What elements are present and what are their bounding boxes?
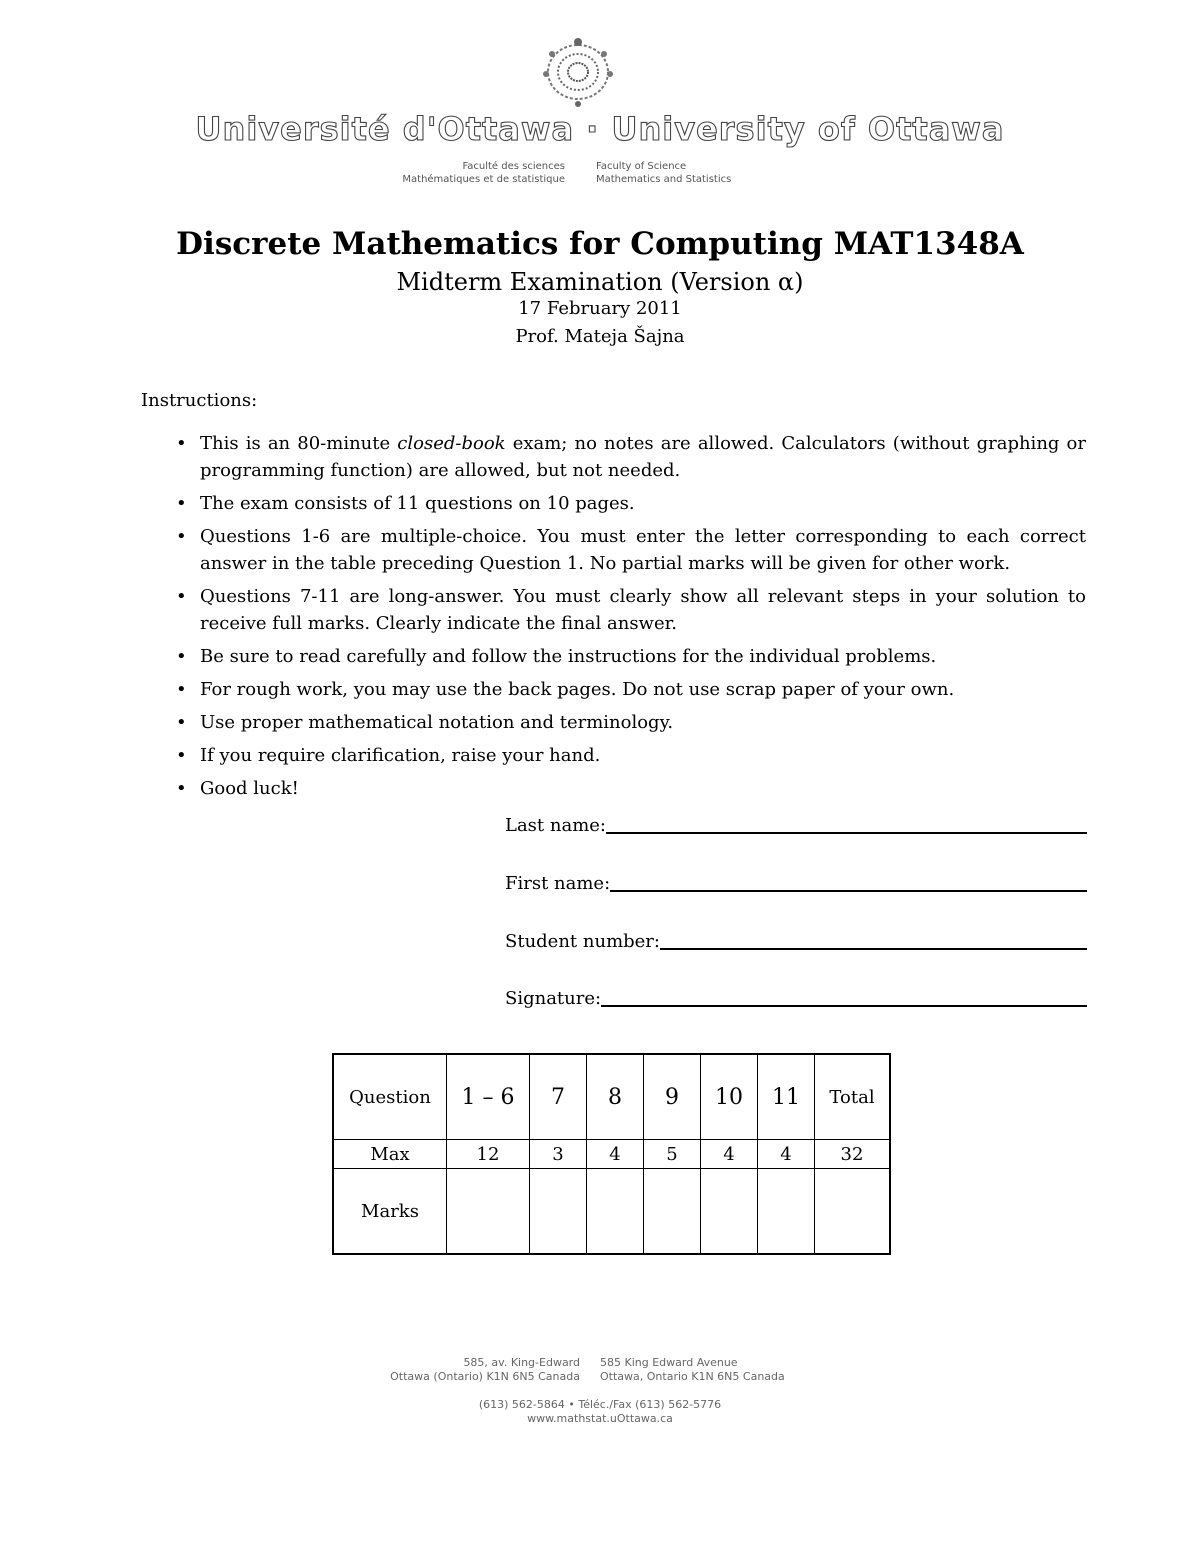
signature-line[interactable]	[601, 1004, 1087, 1007]
instruction-item	[174, 430, 1086, 484]
table-row	[333, 1140, 890, 1169]
marks-entry-cell[interactable]	[758, 1169, 815, 1255]
instruction-item: • Good luck!	[174, 775, 1086, 802]
faculty-fr-line: Mathématiques et de statistique	[402, 174, 565, 185]
max-value-cell: 12	[447, 1140, 530, 1169]
instruction-item: • Use proper mathematical notation and terminology.	[174, 709, 1086, 736]
first-name-line[interactable]	[610, 889, 1087, 892]
marks-entry-cell[interactable]	[701, 1169, 758, 1255]
last-name-label: Last name:	[505, 815, 606, 836]
instruction-item: • Questions 7-11 are long-answer. You must clearly show all relevant steps in your solution to receive full marks. Clearly indicate the final answer.	[174, 583, 1086, 637]
marks-entry-cell[interactable]	[644, 1169, 701, 1255]
max-total-cell: 32	[815, 1140, 891, 1169]
max-value-cell: 4	[587, 1140, 644, 1169]
marks-entry-cell[interactable]	[587, 1169, 644, 1255]
footer-line: (613) 562-5864 • Téléc./Fax (613) 562-5776	[478, 1398, 722, 1411]
signature-field[interactable]	[505, 979, 1087, 1009]
max-label-cell: Max	[333, 1140, 447, 1169]
footer-address-en	[600, 1356, 860, 1384]
question-column-header: 9	[644, 1054, 701, 1140]
footer-contact	[0, 1398, 1200, 1426]
max-value-cell: 5	[644, 1140, 701, 1169]
question-column-header: 11	[758, 1054, 815, 1140]
footer-line: 585, av. King-Edward	[463, 1356, 580, 1369]
footer-line: www.mathstat.uOttawa.ca	[527, 1412, 673, 1425]
instruction-item: • For rough work, you may use the back pages. Do not use scrap paper of your own.	[174, 676, 1086, 703]
instruction-text: This is an 80-minute	[200, 433, 398, 454]
faculty-name-en	[596, 160, 816, 186]
max-value-cell: 3	[530, 1140, 587, 1169]
marks-entry-cell[interactable]	[530, 1169, 587, 1255]
instruction-item: • Be sure to read carefully and follow the instructions for the individual problems.	[174, 643, 1086, 670]
first-name-field[interactable]	[505, 864, 1087, 894]
signature-label: Signature:	[505, 988, 602, 1009]
footer-address-fr	[350, 1356, 580, 1384]
total-column-header: Total	[815, 1054, 891, 1140]
table-row	[333, 1169, 890, 1255]
footer-line: Ottawa, Ontario K1N 6N5 Canada	[600, 1370, 785, 1383]
max-value-cell: 4	[701, 1140, 758, 1169]
faculty-en-line: Faculty of Science	[596, 161, 687, 172]
instruction-item: • If you require clarification, raise your hand.	[174, 742, 1086, 769]
marks-table	[332, 1053, 891, 1255]
table-row	[333, 1054, 890, 1140]
marks-label-cell: Marks	[333, 1169, 447, 1255]
question-column-header: 8	[587, 1054, 644, 1140]
faculty-name-fr	[360, 160, 565, 186]
instructions-list	[174, 430, 1086, 808]
last-name-field[interactable]	[505, 806, 1087, 836]
question-column-header: 1 – 6	[447, 1054, 530, 1140]
student-number-label: Student number:	[505, 931, 660, 952]
question-column-header: 7	[530, 1054, 587, 1140]
first-name-label: First name:	[505, 873, 611, 894]
exam-title: Midterm Examination (Version α)	[396, 268, 804, 296]
instruction-text: exam; no notes are allowed. Calculators (without graphing or programming function) are allowed, but not needed.	[200, 433, 1086, 481]
footer-line: 585 King Edward Avenue	[600, 1356, 738, 1369]
instruction-emphasis: closed-book	[397, 433, 506, 454]
professor-name: Prof. Mateja Šajna	[515, 326, 685, 347]
faculty-en-line: Mathematics and Statistics	[596, 174, 732, 185]
marks-total-cell[interactable]	[815, 1169, 891, 1255]
header-label-cell: Question	[333, 1054, 447, 1140]
max-value-cell: 4	[758, 1140, 815, 1169]
instruction-item: • Questions 1-6 are multiple-choice. You must enter the letter corresponding to each correct answer in the table preceding Question 1. No partial marks will be given for other work.	[174, 523, 1086, 577]
student-number-line[interactable]	[660, 947, 1087, 950]
university-name: Université d'Ottawa · University of Ottawa	[195, 110, 1005, 148]
marks-entry-cell[interactable]	[447, 1169, 530, 1255]
student-number-field[interactable]	[505, 922, 1087, 952]
footer-line: Ottawa (Ontario) K1N 6N5 Canada	[390, 1370, 580, 1383]
instruction-item: • The exam consists of 11 questions on 10 pages.	[174, 490, 1086, 517]
university-emblem-icon	[530, 34, 626, 110]
exam-date: 17 February 2011	[518, 298, 682, 319]
question-column-header: 10	[701, 1054, 758, 1140]
instructions-heading: Instructions:	[141, 390, 258, 411]
last-name-line[interactable]	[606, 831, 1087, 834]
course-title: Discrete Mathematics for Computing MAT1348A	[176, 226, 1024, 262]
faculty-fr-line: Faculté des sciences	[462, 161, 565, 172]
